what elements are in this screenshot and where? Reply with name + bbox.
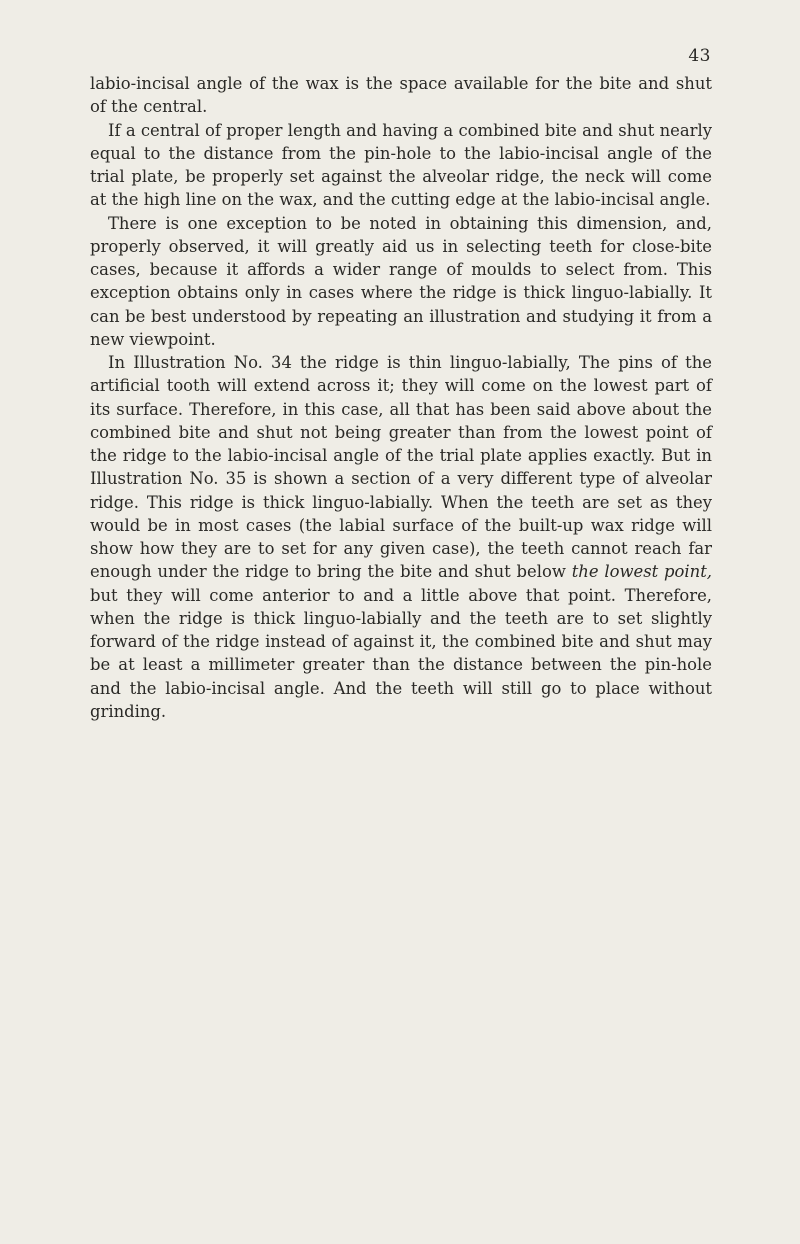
paragraph-illustrations-text-after: but they will come anterior to and a little above that point. Therefore, when the ridge is thick linguo-labially and the teeth are to set slightly forward of the ridge instead of against it, the combined bite and shut may be at least a millimeter greater than the distance between the pin-hole and the labio-incisal angle. And the teeth will still go to place without grinding. <box>90 585 712 721</box>
emphasized-phrase: the lowest point, <box>571 562 712 582</box>
paragraph-illustrations <box>90 351 712 723</box>
paragraph-exception: There is one exception to be noted in obtaining this dimension, and, properly observed, it will greatly aid us in selecting teeth for close-bite cases, because it affords a wider range of moulds to select from. This exception obtains only in cases where the ridge is thick linguo-labially. It can be best understood by repeating an illustration and studying it from a new viewpoint. <box>90 213 712 349</box>
paragraph-central-length: If a central of proper length and having a combined bite and shut nearly equal to the distance from the pin-hole to the labio-incisal angle of the trial plate, be properly set against the alveolar ridge, the neck will come at the high line on the wax, and the cutting edge at the labio-incisal angle. <box>90 120 712 210</box>
paragraph-illustrations-text-before: In Illustration No. 34 the ridge is thin linguo-labially, The pins of the artificial tooth will extend across it; they will come on the lowest part of its surface. Therefore, in this case, all that has been said above about the combined bite and shut not being greater than from the lowest point of the ridge to the labio-incisal angle of the trial plate applies exactly. But in Illustration No. 35 is shown a section of a very different type of alveolar ridge. This ridge is thick linguo-labially. When the teeth are set as they would be in most cases (the labial surface of the built-up wax ridge will show how they are to set for any given case), the teeth cannot reach far enough under the ridge to bring the bite and shut below <box>90 353 712 582</box>
body-text <box>90 72 712 723</box>
page-number: 43 <box>688 46 711 66</box>
paragraph-continuation: labio-incisal angle of the wax is the space available for the bite and shut of the central. <box>90 74 712 117</box>
